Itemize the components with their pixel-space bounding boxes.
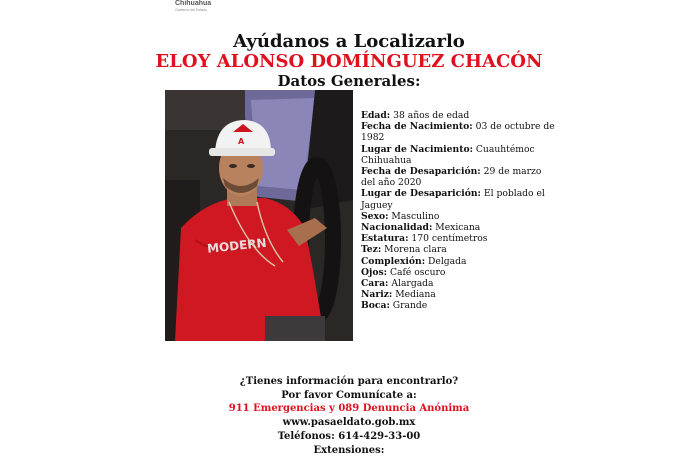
website-link[interactable]: www.pasaeldato.gob.mx <box>282 417 416 429</box>
detail-value: Café oscuro <box>389 266 446 278</box>
contact-please: Por favor Comunícate a: <box>281 389 417 401</box>
detail-value: Alargada <box>391 278 434 290</box>
emergency-numbers: 911 Emergencias y 089 Denuncia Anónima <box>228 403 470 415</box>
poster-title: Ayúdanos a Localizarlo <box>233 31 465 52</box>
detail-label: Fecha de Desaparición: <box>361 166 481 178</box>
detail-value: Grande <box>392 300 428 312</box>
detail-row <box>361 289 556 300</box>
detail-row <box>361 278 556 289</box>
detail-value: 03 de octubre de 1982 <box>361 121 555 144</box>
person-photo-illustration <box>165 90 353 341</box>
extensions: Extensiones: <box>313 444 385 456</box>
detail-label: Cara: <box>361 278 389 290</box>
shirt-print: MODERN <box>206 235 268 256</box>
logo-name: Chihuahua <box>175 0 212 7</box>
detail-label: Estatura: <box>361 233 409 245</box>
cap-logo: A <box>238 137 245 146</box>
detail-row <box>361 166 556 188</box>
detail-row <box>361 256 556 267</box>
detail-value: Masculino <box>391 210 440 222</box>
detail-label: Lugar de Desaparición: <box>361 188 481 200</box>
detail-label: Edad: <box>361 110 391 121</box>
detail-row <box>361 110 556 121</box>
detail-label: Ojos: <box>361 266 388 278</box>
detail-value: Mediana <box>395 289 436 301</box>
detail-row <box>361 244 556 255</box>
detail-label: Nacionalidad: <box>361 222 433 234</box>
detail-value: 38 años de edad <box>393 110 470 121</box>
detail-row <box>361 188 556 210</box>
detail-value: Morena clara <box>384 244 447 256</box>
detail-label: Sexo: <box>361 210 389 222</box>
detail-label: Nariz: <box>361 289 393 301</box>
phone-numbers: Teléfonos: 614-429-33-00 <box>277 430 421 442</box>
detail-label: Complexión: <box>361 255 426 267</box>
contact-block <box>0 375 698 457</box>
detail-row <box>361 300 556 311</box>
state-logo <box>175 0 245 18</box>
logo-subtitle: Gobierno del Estado <box>175 8 207 12</box>
detail-value: Mexicana <box>435 222 481 234</box>
detail-value: Cuauhtémoc Chihuahua <box>361 143 535 166</box>
detail-row <box>361 222 556 233</box>
detail-row <box>361 267 556 278</box>
detail-label: Tez: <box>361 244 382 256</box>
detail-value: Delgada <box>428 255 467 267</box>
detail-label: Boca: <box>361 300 390 312</box>
detail-value: 29 de marzo del año 2020 <box>361 166 542 189</box>
section-title: Datos Generales: <box>277 72 421 90</box>
detail-row <box>361 211 556 222</box>
detail-label: Lugar de Nacimiento: <box>361 143 473 155</box>
detail-value: El poblado el Jaguey <box>361 188 545 211</box>
detail-label: Fecha de Nacimiento: <box>361 121 473 133</box>
detail-row <box>361 144 556 166</box>
detail-row <box>361 121 556 143</box>
person-photo <box>165 90 353 341</box>
detail-value: 170 centímetros <box>411 233 488 245</box>
missing-person-name: ELOY ALONSO DOMÍNGUEZ CHACÓN <box>155 51 543 72</box>
details-list <box>361 110 556 312</box>
detail-row <box>361 233 556 244</box>
contact-question: ¿Tienes información para encontrarlo? <box>239 376 459 387</box>
